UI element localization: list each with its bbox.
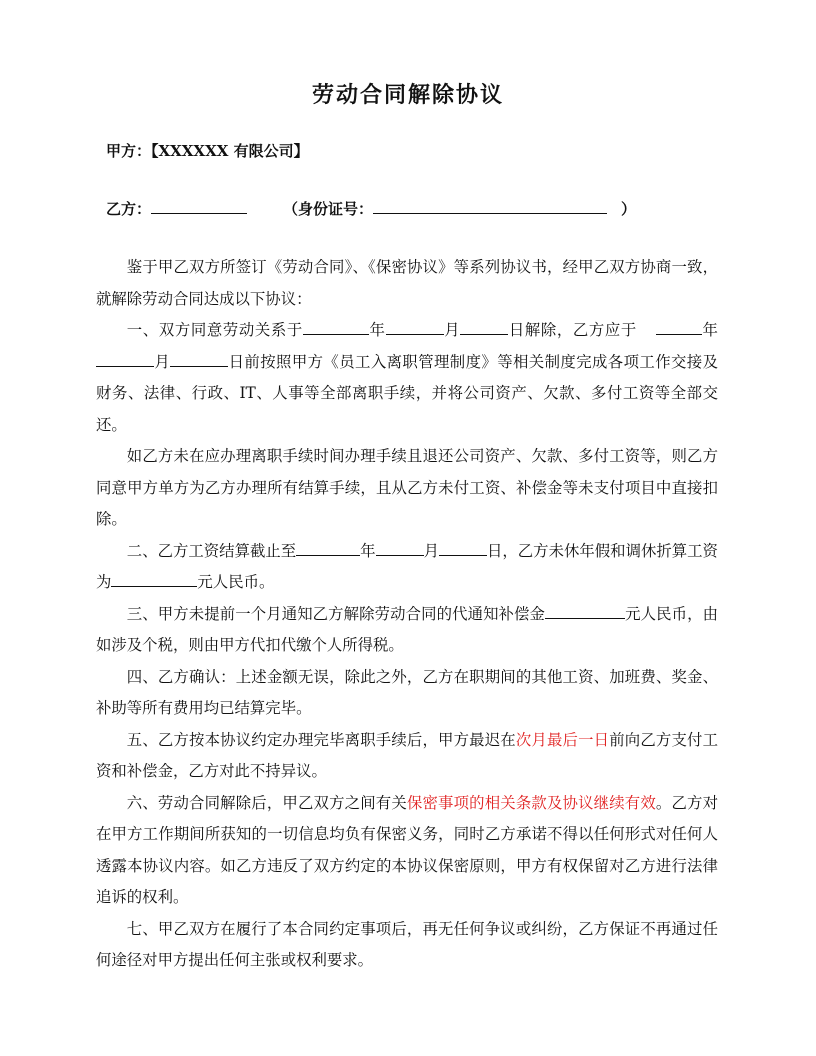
party-b-name-blank: [151, 199, 247, 214]
clause-3: [96, 599, 718, 662]
clause-2-text-2: 年: [360, 541, 376, 560]
clause-1-text-1: 一、双方同意劳动关系于: [126, 321, 303, 339]
clause-2-month-blank: [376, 538, 424, 555]
clause-2-day-blank: [439, 538, 487, 555]
clause-1-note: 如乙方未在应办理离职手续时间办理手续且退还公司资产、欠款、多付工资等，则乙方同意甲方单方为乙方办理所有结算手续，且从乙方未付工资、补偿金等未支付项目中直接扣除。: [96, 447, 718, 528]
clause-6-text-1: 六、劳动合同解除后，甲乙双方之间有关: [126, 793, 407, 812]
clause-5: [96, 725, 718, 788]
party-b-id-label: （身份证号：: [283, 200, 374, 218]
clause-6-highlight: 保密事项的相关条款及协议继续有效: [406, 793, 656, 812]
party-b-line: [106, 198, 636, 219]
document-title: 劳动合同解除协议: [311, 82, 504, 108]
clause-1-text-7: 日前按照甲方《员工入离职管理制度》等相关制度完成各项工作交接及财务、法律、行政、IT、人事等全部离职手续，并将公司资产、欠款、多付工资等全部交还。: [96, 352, 718, 434]
intro-paragraph: 鉴于甲乙双方所签订《劳动合同》、《保密协议》等系列协议书，经甲乙双方协商一致，就解除劳动合同达成以下协议：: [96, 258, 718, 308]
clause-2-text-3: 月: [423, 541, 439, 560]
party-a-line: [106, 140, 309, 161]
clause-1-month-blank: [386, 318, 444, 335]
clause-1-year-blank: [303, 318, 369, 335]
clause-1-day-blank-2: [170, 349, 228, 366]
clause-2-amount-blank: [111, 570, 197, 587]
clause-5-highlight: 次月最后一日: [515, 730, 610, 749]
party-a-label: 甲方：: [106, 142, 152, 160]
clause-1-text-6: 月: [154, 352, 171, 371]
clause-2-year-blank: [296, 538, 360, 555]
clause-5-text-2: 前向乙方支付工资和补偿金，乙方对此不持异议。: [96, 730, 718, 780]
clause-2-text-4: 日，乙方未休年假和调休折算工资为: [96, 541, 718, 591]
clause-6: [96, 788, 718, 914]
clause-1-text-5: 年: [701, 321, 718, 339]
clause-1-text-4: 日解除，乙方应于: [508, 321, 637, 339]
clause-1-year-blank-2: [656, 318, 702, 335]
clause-1: [96, 315, 718, 441]
clause-2: [96, 536, 718, 599]
clause-4: 四、乙方确认：上述金额无误，除此之外，乙方在职期间的其他工资、加班费、奖金、补助等所有费用均已结算完毕。: [96, 667, 718, 717]
party-b-label: 乙方：: [106, 200, 152, 218]
clause-3-text-2: 元人民币，由如涉及个税，则由甲方代扣代缴个人所得税。: [96, 604, 718, 654]
party-b-id-close: ）: [621, 200, 637, 218]
clause-2-text-1: 二、乙方工资结算截止至: [126, 541, 297, 560]
agreement-body: [96, 252, 718, 977]
clause-6-text-2: 。乙方对在甲方工作期间所获知的一切信息均负有保密义务，同时乙方承诺不得以任何形式对任何人透露本协议内容。如乙方违反了双方约定的本协议保密原则，甲方有权保留对乙方进行法律追诉的权利。: [96, 793, 718, 906]
clause-3-amount-blank: [545, 601, 625, 618]
clause-1-month-blank-2: [96, 349, 154, 366]
clause-3-text-1: 三、甲方未提前一个月通知乙方解除劳动合同的代通知补偿金: [126, 604, 546, 623]
party-a-name: 【XXXXXX 有限公司】: [151, 142, 309, 160]
clause-1-day-blank: [460, 318, 508, 335]
party-b-id-blank: [373, 199, 607, 214]
clause-1-text-3: 月: [443, 321, 461, 339]
clause-7: 七、甲乙双方在履行了本合同约定事项后，再无任何争议或纠纷，乙方保证不再通过任何途径对甲方提出任何主张或权利要求。: [96, 919, 718, 969]
clause-5-text-1: 五、乙方按本协议约定办理完毕离职手续后，甲方最迟在: [126, 730, 516, 749]
clause-1-text-2: 年: [368, 321, 386, 339]
clause-2-text-5: 元人民币。: [197, 573, 275, 591]
